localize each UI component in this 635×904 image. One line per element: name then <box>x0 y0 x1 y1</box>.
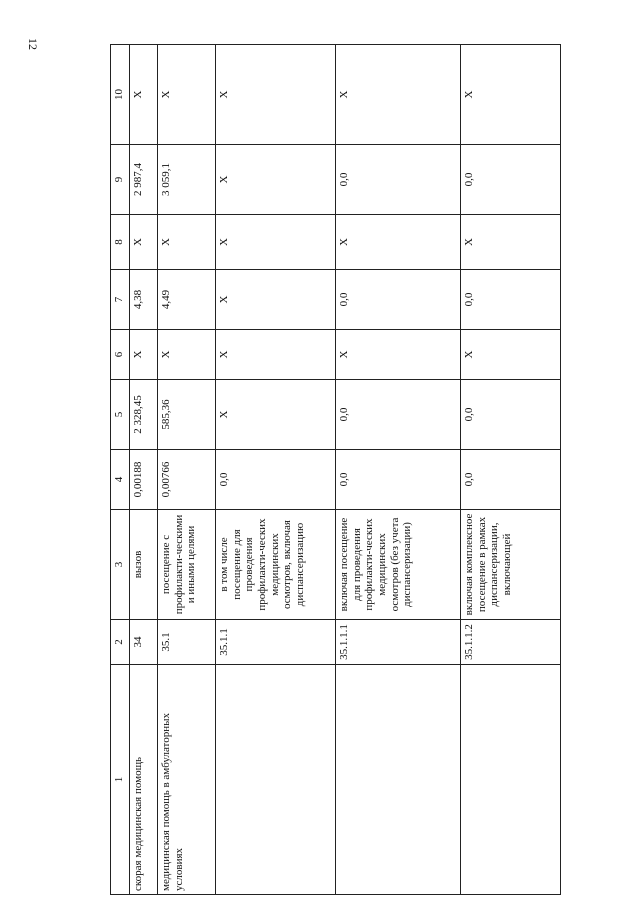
table-cell: включая посещение для проведения профилакти-ческих медицинских осмотров (без учета диспансеризации) <box>336 510 461 620</box>
table-cell: 0,0 <box>336 145 461 215</box>
table-cell: 0,0 <box>461 380 561 450</box>
table-row <box>216 45 336 895</box>
table-cell: 0,0 <box>461 450 561 510</box>
table-cell: 35.1 <box>158 620 216 665</box>
table-cell: 585,36 <box>158 380 216 450</box>
table-cell: 0,0 <box>336 270 461 330</box>
table-cell: 0,0 <box>461 270 561 330</box>
column-header: 5 <box>111 380 130 450</box>
table-row <box>461 45 561 895</box>
table-cell: Х <box>336 330 461 380</box>
table-cell: посещение с профилакти-ческими и иными целями <box>158 510 216 620</box>
table-cell: в том числе посещение для проведения профилакти-ческих медицинских осмотров, включая диспансеризацию <box>216 510 336 620</box>
column-header: 2 <box>111 620 130 665</box>
table-cell: 0,0 <box>336 450 461 510</box>
table-cell: Х <box>130 45 158 145</box>
table-cell: 4,49 <box>158 270 216 330</box>
table-cell: 34 <box>130 620 158 665</box>
table-row <box>336 45 461 895</box>
column-header: 10 <box>111 45 130 145</box>
table-cell: Х <box>336 215 461 270</box>
table-cell: 3 059,1 <box>158 145 216 215</box>
table-cell: Х <box>158 215 216 270</box>
column-header: 3 <box>111 510 130 620</box>
table-cell: медицинская помощь в амбулаторных условиях <box>158 665 216 895</box>
table-cell: Х <box>461 330 561 380</box>
table-cell: вызов <box>130 510 158 620</box>
table-cell: Х <box>216 215 336 270</box>
table-cell: Х <box>461 215 561 270</box>
table-row <box>130 45 158 895</box>
table-cell: Х <box>216 330 336 380</box>
table-cell: 2 987,4 <box>130 145 158 215</box>
rotated-table-container <box>110 45 630 895</box>
header-row <box>111 45 130 895</box>
table-cell: 4,38 <box>130 270 158 330</box>
table-cell: 35.1.1 <box>216 620 336 665</box>
table-cell: скорая медицинская помощь <box>130 665 158 895</box>
table-cell: Х <box>130 330 158 380</box>
column-header: 7 <box>111 270 130 330</box>
table-cell: 35.1.1.2 <box>461 620 561 665</box>
column-header: 9 <box>111 145 130 215</box>
column-header: 8 <box>111 215 130 270</box>
table-cell <box>336 665 461 895</box>
table-cell: 0,0 <box>216 450 336 510</box>
table-row <box>158 45 216 895</box>
table-cell: Х <box>216 380 336 450</box>
table-cell: 0,0 <box>336 380 461 450</box>
table-cell <box>461 665 561 895</box>
table-cell: 0,00188 <box>130 450 158 510</box>
table-cell: 2 328,45 <box>130 380 158 450</box>
table-cell: Х <box>158 45 216 145</box>
data-table <box>110 44 561 895</box>
table-cell: включая комплексное посещение в рамках диспансеризации, включающей <box>461 510 561 620</box>
column-header: 4 <box>111 450 130 510</box>
table-cell: 35.1.1.1 <box>336 620 461 665</box>
table-cell: Х <box>336 45 461 145</box>
table-cell: 0,0 <box>461 145 561 215</box>
column-header: 6 <box>111 330 130 380</box>
column-header: 1 <box>111 665 130 895</box>
table-cell: Х <box>461 45 561 145</box>
table-cell: Х <box>216 145 336 215</box>
table-cell: Х <box>158 330 216 380</box>
table-cell: Х <box>130 215 158 270</box>
table-cell: 0,00766 <box>158 450 216 510</box>
table-cell <box>216 665 336 895</box>
table-cell: Х <box>216 270 336 330</box>
page-number: 12 <box>26 38 40 50</box>
table-cell: Х <box>216 45 336 145</box>
